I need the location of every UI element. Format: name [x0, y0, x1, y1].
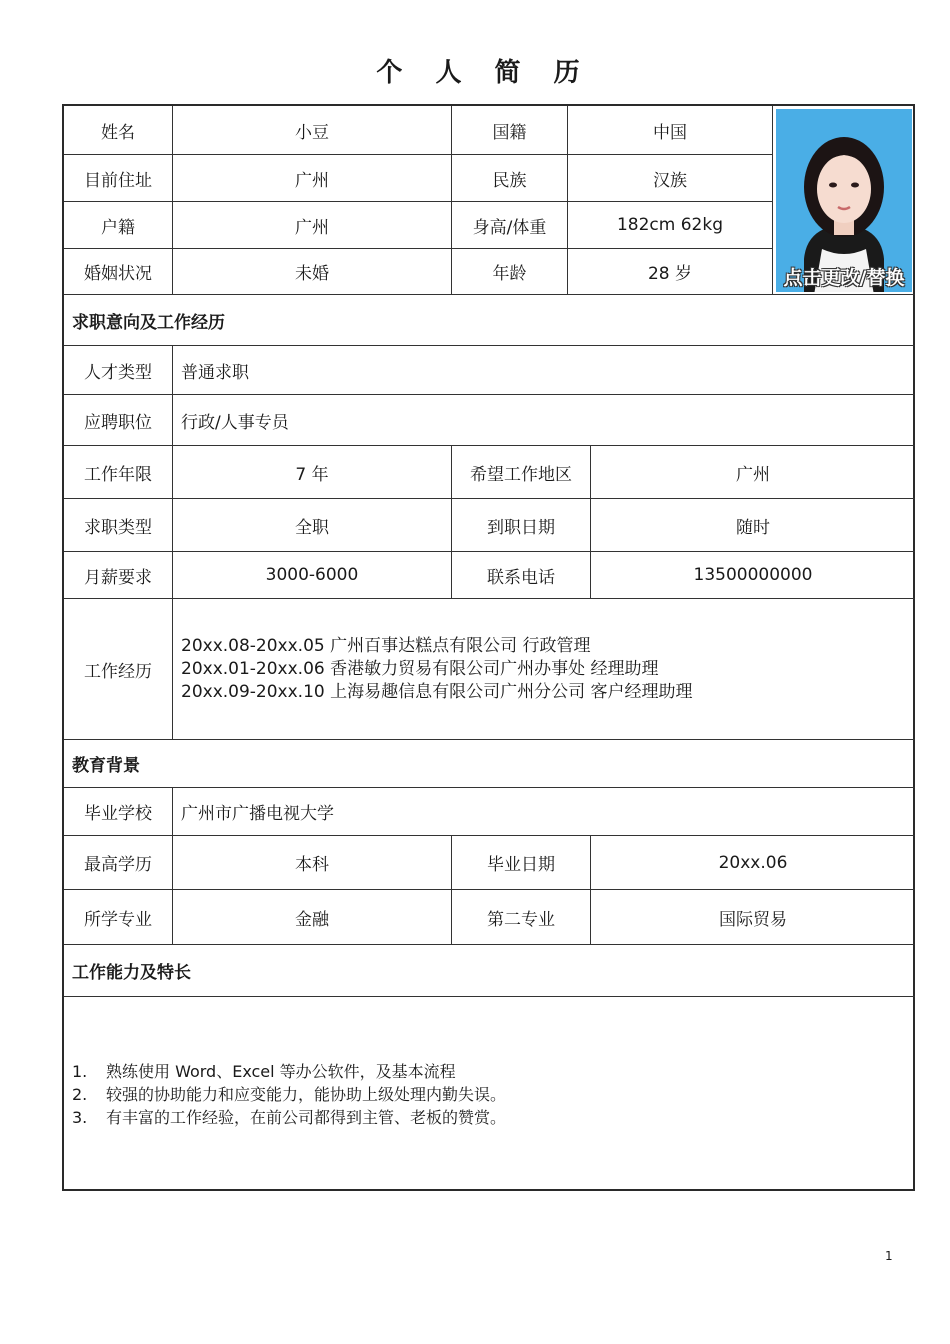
- second-major-label: 第二专业: [452, 890, 591, 945]
- experience-item: 20xx.01-20xx.06 香港敏力贸易有限公司广州办事处 经理助理: [181, 658, 659, 679]
- age-value[interactable]: 28 岁: [568, 249, 773, 295]
- phone-value[interactable]: 13500000000: [591, 552, 915, 599]
- degree-label: 最高学历: [64, 836, 173, 890]
- position-label: 应聘职位: [64, 395, 173, 446]
- skill-text: 熟练使用 Word、Excel 等办公软件，及基本流程: [106, 1061, 456, 1081]
- major-label: 所学专业: [64, 890, 173, 945]
- profile-photo[interactable]: [773, 106, 915, 295]
- school-label: 毕业学校: [64, 788, 173, 836]
- marital-label: 婚姻状况: [64, 249, 173, 295]
- resume-table: [62, 104, 915, 1191]
- height-weight-value[interactable]: 182cm 62kg: [568, 202, 773, 249]
- degree-value[interactable]: 本科: [173, 836, 452, 890]
- nationality-label: 国籍: [452, 106, 568, 155]
- major-value[interactable]: 金融: [173, 890, 452, 945]
- second-major-value[interactable]: 国际贸易: [591, 890, 915, 945]
- start-value[interactable]: 随时: [591, 499, 915, 552]
- address-label: 目前住址: [64, 155, 173, 202]
- phone-label: 联系电话: [452, 552, 591, 599]
- age-label: 年龄: [452, 249, 568, 295]
- ethnicity-label: 民族: [452, 155, 568, 202]
- nationality-value[interactable]: 中国: [568, 106, 773, 155]
- school-value[interactable]: 广州市广播电视大学: [173, 788, 915, 836]
- salary-value[interactable]: 3000-6000: [173, 552, 452, 599]
- region-label: 希望工作地区: [452, 446, 591, 499]
- skills-list[interactable]: [64, 997, 915, 1191]
- list-item: [72, 1106, 915, 1129]
- years-value[interactable]: 7 年: [173, 446, 452, 499]
- list-number: 3.: [72, 1107, 88, 1127]
- job-section-title: 求职意向及工作经历: [64, 295, 915, 346]
- page-number: 1: [885, 1249, 893, 1263]
- talent-type-value[interactable]: 普通求职: [173, 346, 915, 395]
- salary-label: 月薪要求: [64, 552, 173, 599]
- position-value[interactable]: 行政/人事专员: [173, 395, 915, 446]
- grad-label: 毕业日期: [452, 836, 591, 890]
- name-value[interactable]: 小豆: [173, 106, 452, 155]
- region-value[interactable]: 广州: [591, 446, 915, 499]
- list-number: 2.: [72, 1084, 88, 1104]
- start-label: 到职日期: [452, 499, 591, 552]
- name-label: 姓名: [64, 106, 173, 155]
- education-section-title: 教育背景: [64, 740, 915, 788]
- experience-label: 工作经历: [64, 599, 173, 740]
- skills-section-title: 工作能力及特长: [64, 945, 915, 997]
- experience-item: 20xx.09-20xx.10 上海易趣信息有限公司广州分公司 客户经理助理: [181, 681, 693, 702]
- skill-text: 有丰富的工作经验，在前公司都得到主管、老板的赞赏。: [106, 1107, 507, 1127]
- years-label: 工作年限: [64, 446, 173, 499]
- grad-value[interactable]: 20xx.06: [591, 836, 915, 890]
- experience-item: 20xx.08-20xx.05 广州百事达糕点有限公司 行政管理: [181, 635, 591, 656]
- hukou-value[interactable]: 广州: [173, 202, 452, 249]
- job-type-value[interactable]: 全职: [173, 499, 452, 552]
- job-type-label: 求职类型: [64, 499, 173, 552]
- marital-value[interactable]: 未婚: [173, 249, 452, 295]
- talent-type-label: 人才类型: [64, 346, 173, 395]
- skill-text: 较强的协助能力和应变能力，能协助上级处理内勤失误。: [106, 1084, 507, 1104]
- ethnicity-value[interactable]: 汉族: [568, 155, 773, 202]
- height-weight-label: 身高/体重: [452, 202, 568, 249]
- photo-portrait: [776, 109, 912, 292]
- hukou-label: 户籍: [64, 202, 173, 249]
- page-title: 个 人 简 历: [376, 58, 592, 88]
- list-number: 1.: [72, 1061, 88, 1081]
- address-value[interactable]: 广州: [173, 155, 452, 202]
- experience-list[interactable]: [173, 599, 915, 740]
- list-item: [72, 1083, 915, 1106]
- list-item: [72, 1060, 915, 1083]
- photo-change-caption[interactable]: 点击更改/替换: [783, 267, 905, 289]
